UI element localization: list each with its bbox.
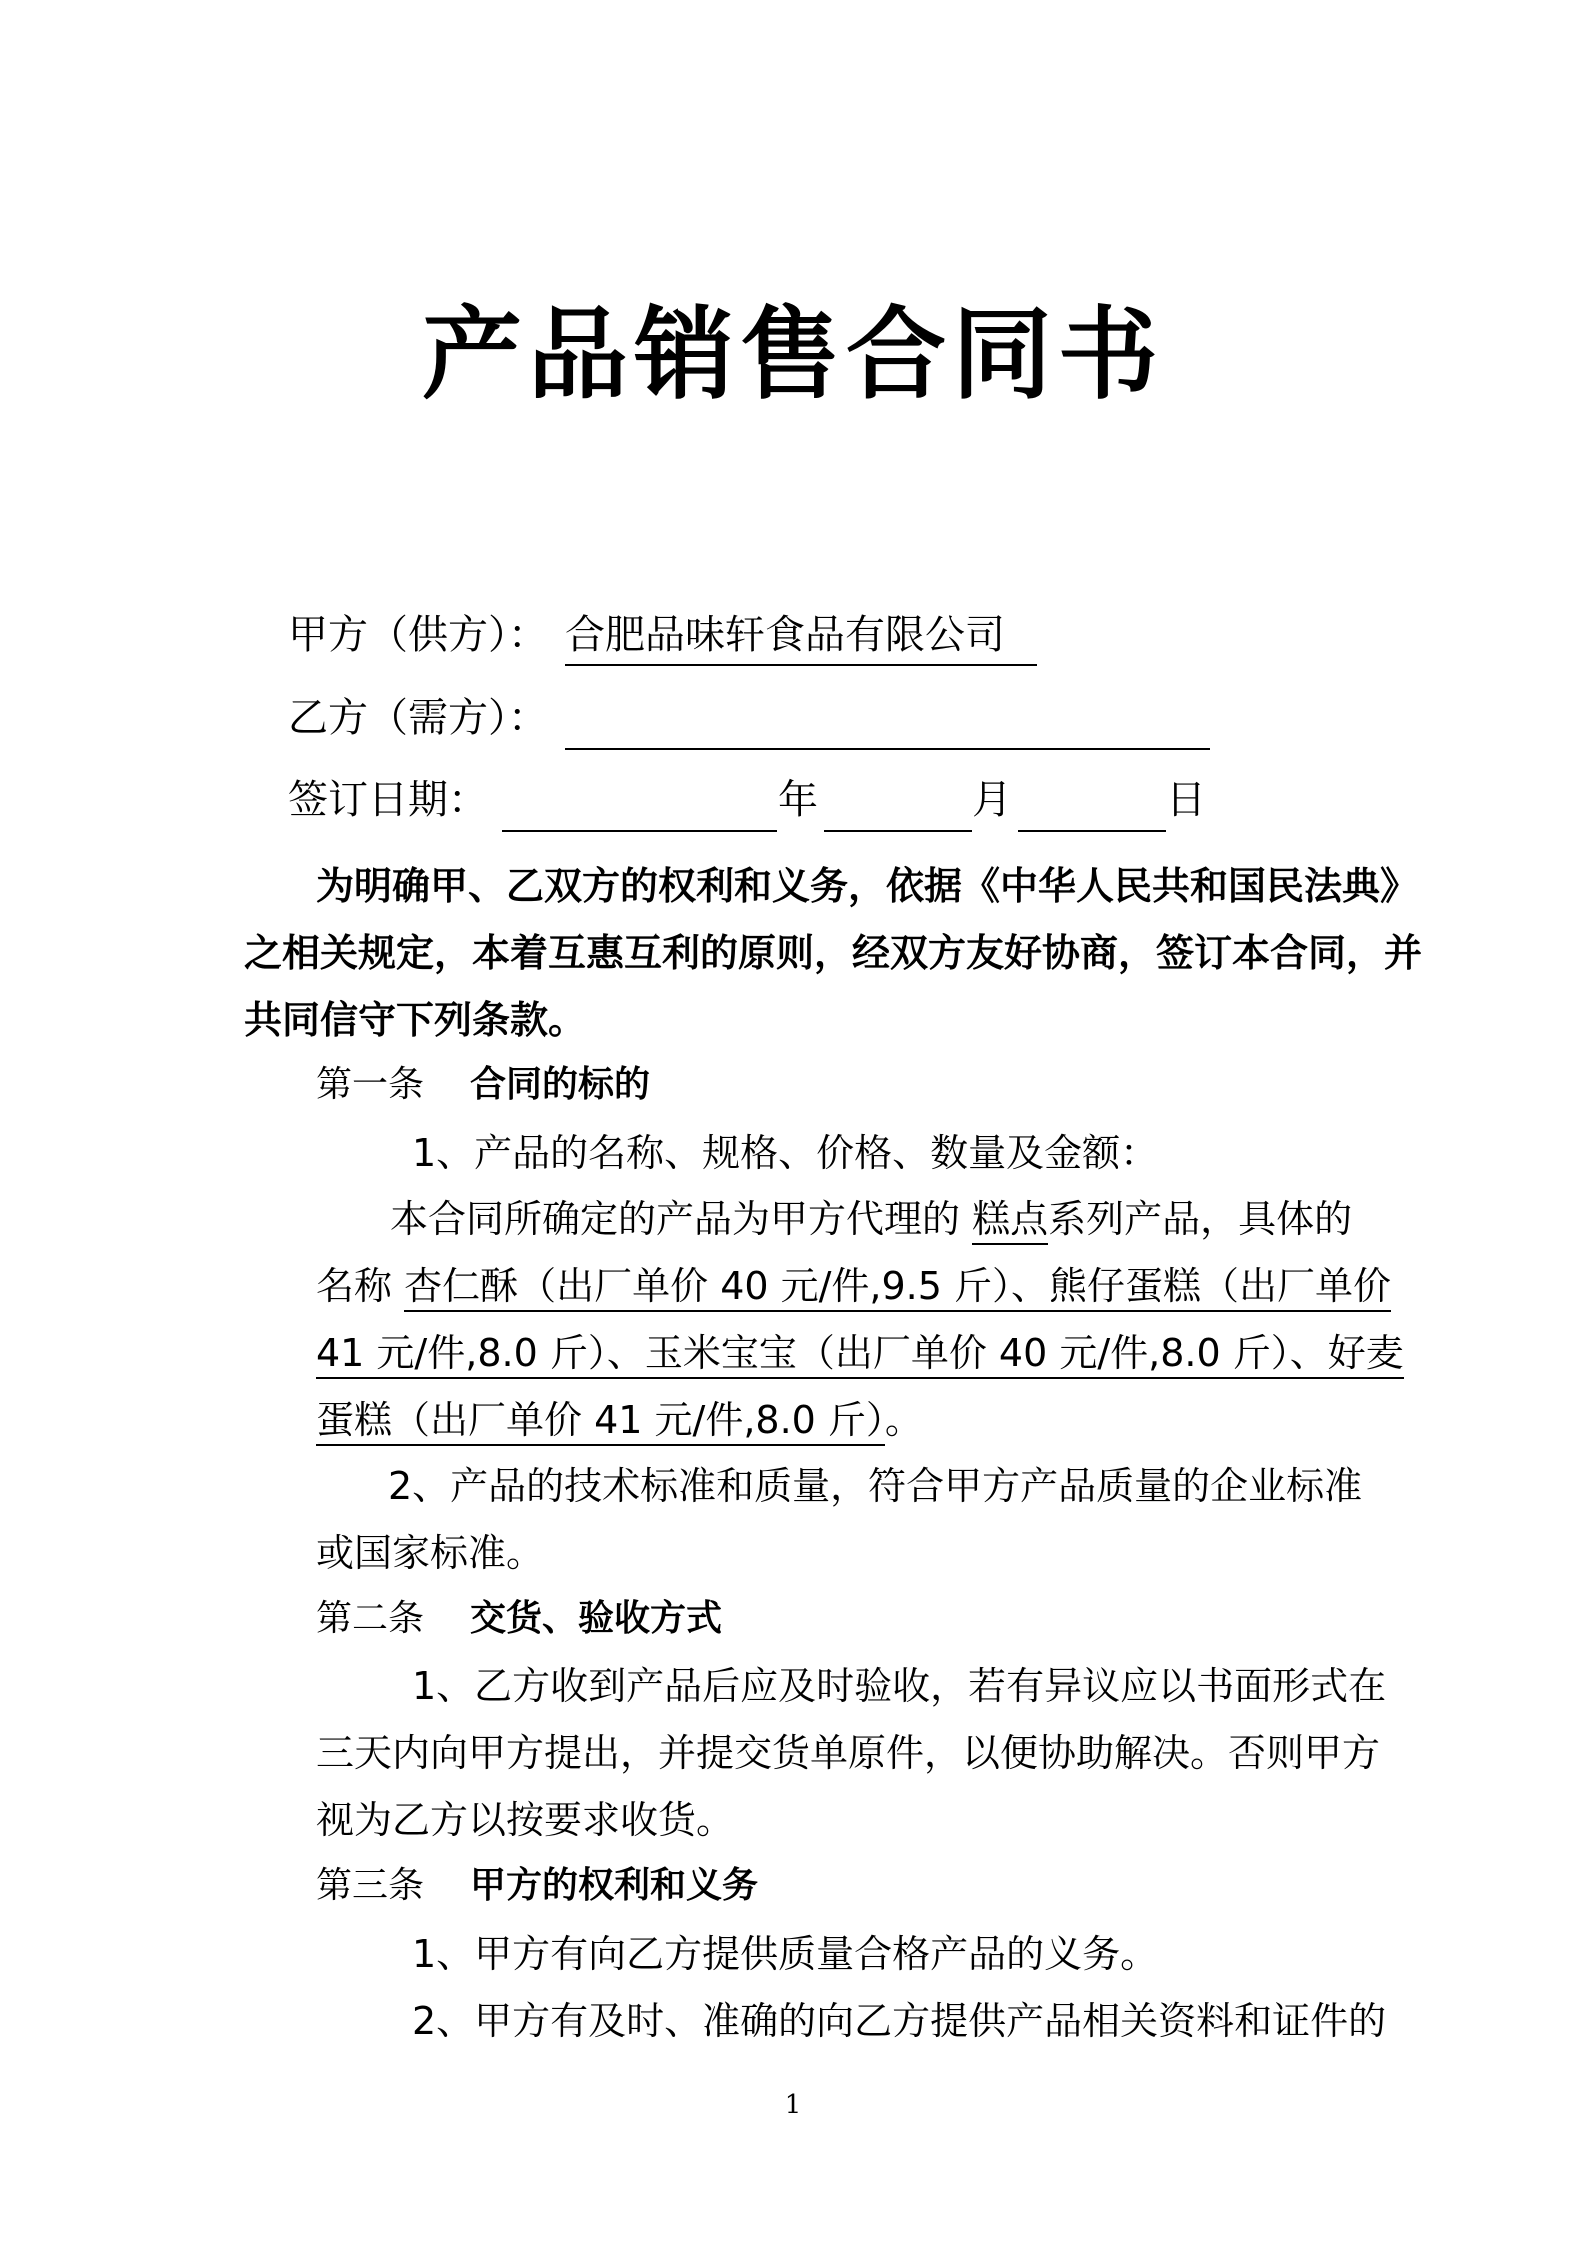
date-day-label: 日 xyxy=(1166,777,1206,823)
article-1-item-1-line-3 xyxy=(316,1327,1404,1379)
date-month-blank xyxy=(824,830,972,832)
item-1-line-1-text-b: 系列产品，具体的 xyxy=(1048,1197,1353,1241)
article-1-item-1-line-1 xyxy=(390,1193,1352,1245)
item-1-line-1-text-a: 本合同所确定的产品为甲方代理的 xyxy=(390,1197,961,1241)
product-list-underlined-1: 杏仁酥（出厂单价 40 元/件,9.5 斤）、熊仔蛋糕（出厂单价 xyxy=(404,1264,1391,1312)
article-2-item-1-line-2: 三天内向甲方提出，并提交货单原件，以便协助解决。否则甲方 xyxy=(316,1731,1381,1775)
party-a-label: 甲方（供方）： xyxy=(288,612,548,658)
article-1-item-2-line-2: 或国家标准。 xyxy=(316,1531,545,1575)
page-number: 1 xyxy=(784,2090,802,2120)
article-2-title: 交货、验收方式 xyxy=(470,1598,723,1639)
article-1-label: 第一条 xyxy=(316,1064,425,1105)
article-2-item-1-line-1: 1、乙方收到产品后应及时验收，若有异议应以书面形式在 xyxy=(412,1664,1387,1708)
article-3-title: 甲方的权利和义务 xyxy=(470,1865,759,1906)
party-b-underline xyxy=(565,748,1210,750)
date-day-blank xyxy=(1018,830,1166,832)
item-1-line-2-text-a: 名称 xyxy=(316,1264,393,1308)
preamble-line-3: 共同信守下列条款。 xyxy=(244,998,587,1042)
party-a-value: 合肥品味轩食品有限公司 xyxy=(565,612,1005,658)
item-1-line-4-end: 。 xyxy=(884,1398,923,1442)
document-title: 产品销售合同书 xyxy=(422,296,1164,413)
article-1-item-1-line-4 xyxy=(316,1394,923,1446)
preamble-line-1: 为明确甲、乙双方的权利和义务，依据《中华人民共和国民法典》 xyxy=(316,864,1419,908)
product-list-underlined-3: 蛋糕（出厂单价 41 元/件,8.0 斤） xyxy=(316,1398,885,1446)
party-a-underline xyxy=(565,664,1037,666)
product-list-underlined-2: 41 元/件,8.0 斤）、玉米宝宝（出厂单价 40 元/件,8.0 斤）、好麦 xyxy=(316,1331,1404,1379)
article-1-title: 合同的标的 xyxy=(470,1064,651,1105)
date-year-blank xyxy=(502,830,777,832)
article-1-item-1-line-2 xyxy=(316,1260,1391,1312)
product-series-underlined: 糕点 xyxy=(972,1197,1048,1245)
article-1-item-1-head: 1、产品的名称、规格、价格、数量及金额： xyxy=(412,1131,1159,1175)
article-1-item-2-line-1: 2、产品的技术标准和质量，符合甲方产品质量的企业标准 xyxy=(388,1464,1363,1508)
sign-date-label: 签订日期： xyxy=(288,777,488,823)
article-2-item-1-line-3: 视为乙方以按要求收货。 xyxy=(316,1798,735,1842)
date-year-label: 年 xyxy=(778,777,818,823)
date-month-label: 月 xyxy=(972,777,1012,823)
preamble-line-2: 之相关规定，本着互惠互利的原则，经双方友好协商，签订本合同，并 xyxy=(244,931,1423,975)
article-3-item-2: 2、甲方有及时、准确的向乙方提供产品相关资料和证件的 xyxy=(412,1999,1387,2043)
article-3-label: 第三条 xyxy=(316,1865,425,1906)
article-3-item-1: 1、甲方有向乙方提供质量合格产品的义务。 xyxy=(412,1932,1159,1976)
party-b-label: 乙方（需方）： xyxy=(288,695,548,741)
article-2-label: 第二条 xyxy=(316,1598,425,1639)
